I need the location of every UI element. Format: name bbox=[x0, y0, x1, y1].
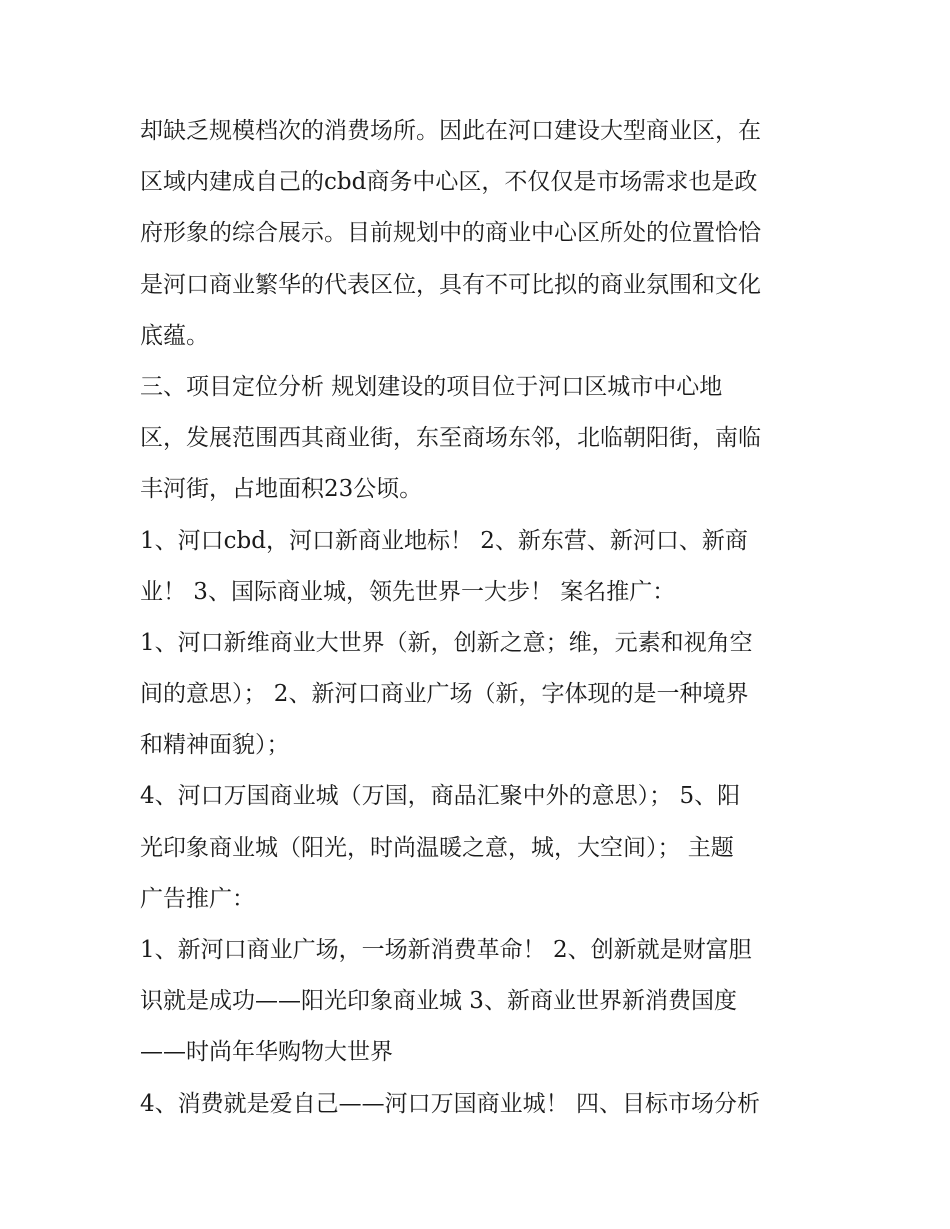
text-line: 府形象的综合展示。目前规划中的商业中心区所处的位置恰恰 bbox=[140, 220, 761, 247]
naming-line: 间的意思）； 2、新河口商业广场（新，字体现的是一种境界 bbox=[140, 681, 749, 708]
ad-slogan-line: 4、消费就是爱自己——河口万国商业城！ 四、目标市场分析 bbox=[140, 1090, 760, 1117]
ad-slogan-line: 1、新河口商业广场，一场新消费革命！ 2、创新就是财富胆 bbox=[140, 937, 752, 963]
slogan-line: 业！ 3、国际商业城，领先世界一大步！ 案名推广： bbox=[140, 578, 676, 605]
text-line: 丰河街，占地面积23公顷。 bbox=[140, 476, 423, 503]
naming-line: 光印象商业城（阳光，时尚温暖之意，城，大空间）； 主题 bbox=[140, 834, 734, 861]
text-line: 区，发展范围西其商业街，东至商场东邻，北临朝阳街，南临 bbox=[140, 425, 761, 452]
naming-line: 4、河口万国商业城（万国，商品汇聚中外的意思）； 5、阳 bbox=[140, 783, 741, 810]
naming-line: 和精神面貌）； bbox=[140, 732, 290, 759]
text-line: 却缺乏规模档次的消费场所。因此在河口建设大型商业区，在 bbox=[140, 118, 761, 144]
naming-line: 广告推广： bbox=[140, 885, 255, 912]
ad-slogan-line: ——时尚年华购物大世界 bbox=[140, 1039, 393, 1066]
text-line: 底蕴。 bbox=[140, 322, 209, 349]
text-line: 区域内建成自己的cbd商务中心区，不仅仅是市场需求也是政 bbox=[140, 169, 758, 196]
section-heading-line: 三、项目定位分析 规划建设的项目位于河口区城市中心地 bbox=[140, 373, 723, 400]
ad-slogan-line: 识就是成功——阳光印象商业城 3、新商业世界新消费国度 bbox=[140, 988, 737, 1015]
document-body-text bbox=[140, 106, 830, 1130]
slogan-line: 1、河口cbd，河口新商业地标！ 2、新东营、新河口、新商 bbox=[140, 527, 748, 554]
text-line: 是河口商业繁华的代表区位，具有不可比拟的商业氛围和文化 bbox=[140, 271, 761, 298]
naming-line: 1、河口新维商业大世界（新，创新之意；维，元素和视角空 bbox=[140, 629, 753, 656]
